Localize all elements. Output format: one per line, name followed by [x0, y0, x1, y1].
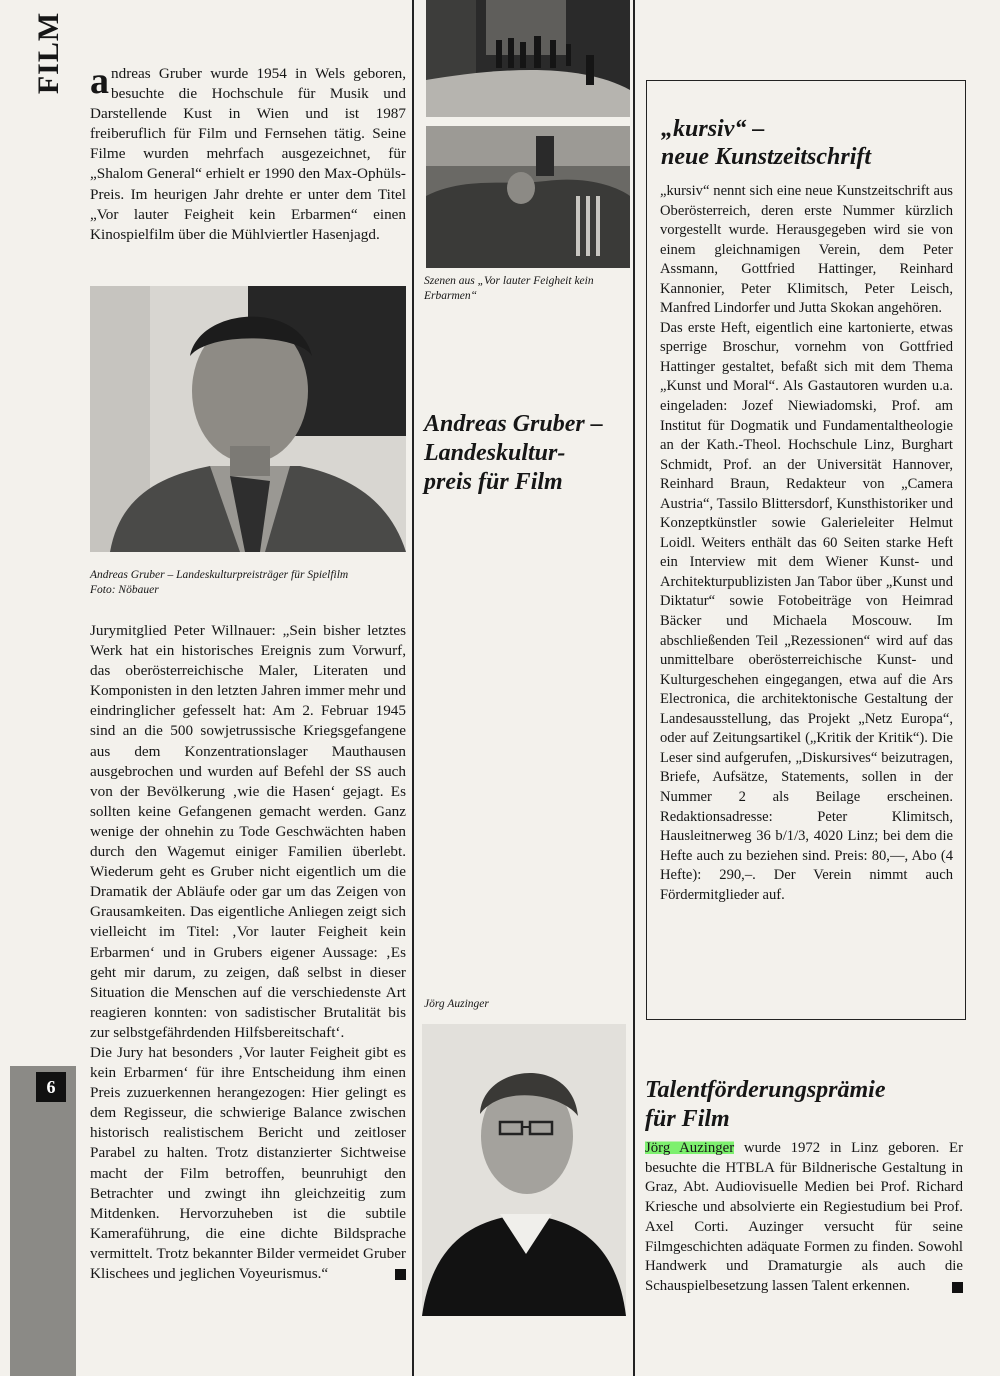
gruber-bio-text: ndreas Gruber wurde 1954 in Wels geboren, besuchte die Hochschule für Musik und Darstellende Kust in Wien und ist 1987 freiberuflich für Film und Fernsehen tätig. Seine Filme wurden mehrfach ausgezeichnet, für „Shalom General“ erhielt er 1990 den Max-Ophüls-Preis. Im heurigen Jahr drehte er unter dem Titel „Vor lauter Feigheit kein Erbarmen“ einen Kinospielfilm über die Mühlviertler Hasenjagd. [90, 65, 406, 243]
award-headline-line3: preis für Film [424, 469, 563, 495]
jury-paragraph-1: Jurymitglied Peter Willnauer: „Sein bisher letztes Werk hat ein historisches Ereignis zum Vorwurf, das oberösterreichische Maler, Literaten und Komponisten in den letzten Jahren immer mehr und eindringlicher gefesselt hat: Am 2. Februar 1945 sind an die 500 sowjetrussische Kriegsgefangene aus dem Konzentrationslager Mauthausen ausgebrochen und wurden auf Befehl der SS auch von der Bevölkerung ‚wie die Hasen‘ gejagt. Es sollten keine Gefangenen gemacht werden. Ganz wenige der ohnehin zu Tode Geschwächten haben durch den Wagemut einiger Familien überlebt. Wiederum geht es Gruber nicht eigentlich um die Dramatik der Abläufe oder gar um das Zeigen von Grausamkeiten. Das eigentliche Anliegen zeigt sich vielleicht im Titel: ‚Vor lauter Feigheit kein Erbarmen‘ und in Grubers eigener Aussage: ‚Es geht mir darum, zu zeigen, daß selbst in dieser Situation die Menschen auf die verschiedenste Art reagieren konnten: von sadistischer Brutalität bis zur selbstgefährdenden Hilfsbereitschaft‘. [90, 622, 406, 1041]
film-stills-caption: Szenen aus „Vor lauter Feigheit kein Erbarmen“ [424, 275, 594, 302]
gruber-bio [90, 60, 406, 245]
drop-cap: a [90, 60, 109, 102]
talent-text [645, 1139, 963, 1297]
end-mark-icon [395, 1269, 406, 1280]
talent-body: wurde 1972 in Linz geboren. Er besuchte die HTBLA für Bildnerische Gestaltung in Graz, Abt. Audiovisuelle Medien bei Prof. Richard Kriesche und absolvierte ein Regiestudium bei Prof. Axel Corti. Auzinger versucht für seine Filmgeschichten adäquate Formen zu finden. Sowohl Handwerk und Dramaturgie als auch die Schauspielbesetzung lassen Talent erkennen. [645, 1140, 963, 1294]
column-rule-left [412, 0, 414, 1376]
page-number: 6 [36, 1072, 66, 1102]
kursiv-title-line1: „kursiv“ – [661, 116, 765, 142]
film-still-2 [426, 126, 630, 268]
kursiv-paragraph-1: „kursiv“ nennt sich eine neue Kunstzeitschrift aus Oberösterreich, deren erste Nummer kürzlich vorgestellt wurde. Herausgegeben wird sie von einem gleichnamigen Verein, dem Peter Assmann, Gottfried Hattinger, Reinhard Kannonier, Peter Klimitsch, Peter Leisch, Manfred Lindorfer und Jutta Skokan angehören. [660, 183, 953, 317]
gruber-portrait-photo [90, 286, 406, 552]
kursiv-title-line2: neue Kunstzeitschrift [661, 144, 872, 170]
column-rule-right [633, 0, 635, 1376]
end-mark-icon-2 [952, 1282, 963, 1293]
jury-paragraph-2: Die Jury hat besonders ‚Vor lauter Feigheit gibt es kein Erbarmen‘ für ihre Entscheidung ihm einen Preis zuzuerkennen herangezogen: Hier gelingt es dem Regisseur, die schwierige Balance zwischen historisch realistischem Bericht und zeitloser Parabel zu halten. Trotz distanzierter Sichtweise macht der Film betroffen, beunruhigt den Betrachter und zwingt ihn gleichzeitig zum Mitdenken. Hervorzuheben ist die subtile Kameraführung, die eine dichte Bildsprache vermittelt. Trotz bekannter Bilder vermeidet Gruber Klischees und jeglichen Voyeurismus.“ [90, 1043, 406, 1282]
award-headline-line2: Landeskultur- [424, 440, 566, 466]
highlighted-name: Jörg Auzinger [645, 1140, 735, 1156]
award-headline-line1: Andreas Gruber – [424, 411, 603, 437]
film-still-1 [426, 0, 630, 117]
sidebar-strip [10, 1066, 76, 1376]
kursiv-text [660, 182, 953, 905]
section-label: FILM [32, 11, 66, 95]
kursiv-title [661, 115, 951, 171]
auzinger-portrait-photo [422, 1024, 626, 1316]
gruber-photo-credit: Foto: Nöbauer [90, 584, 159, 596]
award-headline [424, 410, 634, 497]
kursiv-paragraph-2: Das erste Heft, eigentlich eine kartonierte, etwas sperrige Broschur, vornehm von Gottfried Hattinger gestaltet, befaßt sich mit dem Thema „Kunst und Moral“. Als Gastautoren wurden u.a. eingeladen: Jozef Niewiadomski, Prof. am Institut für Dogmatik und Fundamentaltheologie an der Kath.-Theol. Hochschule Linz, Burghart Schmidt, Prof. an der Universität Hannover, Reinhard Braun, Redakteur von „Camera Austria“, Tassilo Blittersdorf, Kunsthistoriker und Konzeptkünstler sowie Galerieleiter Helmut Loidl. Weiters enthält das 60 Seiten starke Heft ein Interview mit dem Wiener Kunst- und Architekturpublizisten Jan Tabor über „Kunst und Diktatur“ sowie Fotobeiträge von Heimrad Bäcker und Michaela Moscouw. Im abschließenden Teil „Rezessionen“ wird auf das unmittelbare oberösterreichische Kunst- und Kulturgeschehen eingegangen, etwa auf die Ars Electronica, die architektonische Gestaltung der Landesausstellung, das Projekt „Netz Europa“, oder auf Zeitungsartikel („Kritik der Kritik“). Die Leser sind aufgerufen, „Diskursives“ beizutragen, Briefe, Aufsätze, Statements, sollen in der Nummer 2 als Beilage erscheinen. Redaktionsadresse: Peter Klimitsch, Hausleitnerweg 36 b/1/3, 4020 Linz; bei dem die Hefte auch zu beziehen sind. Preis: 80,—, Abo (4 Hefte): 290,–. Der Verein nimmt auch Fördermitglieder auf. [660, 319, 953, 903]
talent-headline-line2: für Film [645, 1106, 730, 1132]
gruber-photo-caption-line1: Andreas Gruber – Landeskulturpreisträger für Spielfilm [90, 569, 349, 581]
talent-headline-line1: Talentförderungsprämie [645, 1077, 886, 1103]
jury-statement [90, 621, 406, 1284]
auzinger-photo-caption: Jörg Auzinger [424, 998, 489, 1010]
kursiv-box [646, 80, 966, 1020]
gruber-photo-caption [90, 568, 410, 598]
talent-headline [645, 1076, 965, 1134]
